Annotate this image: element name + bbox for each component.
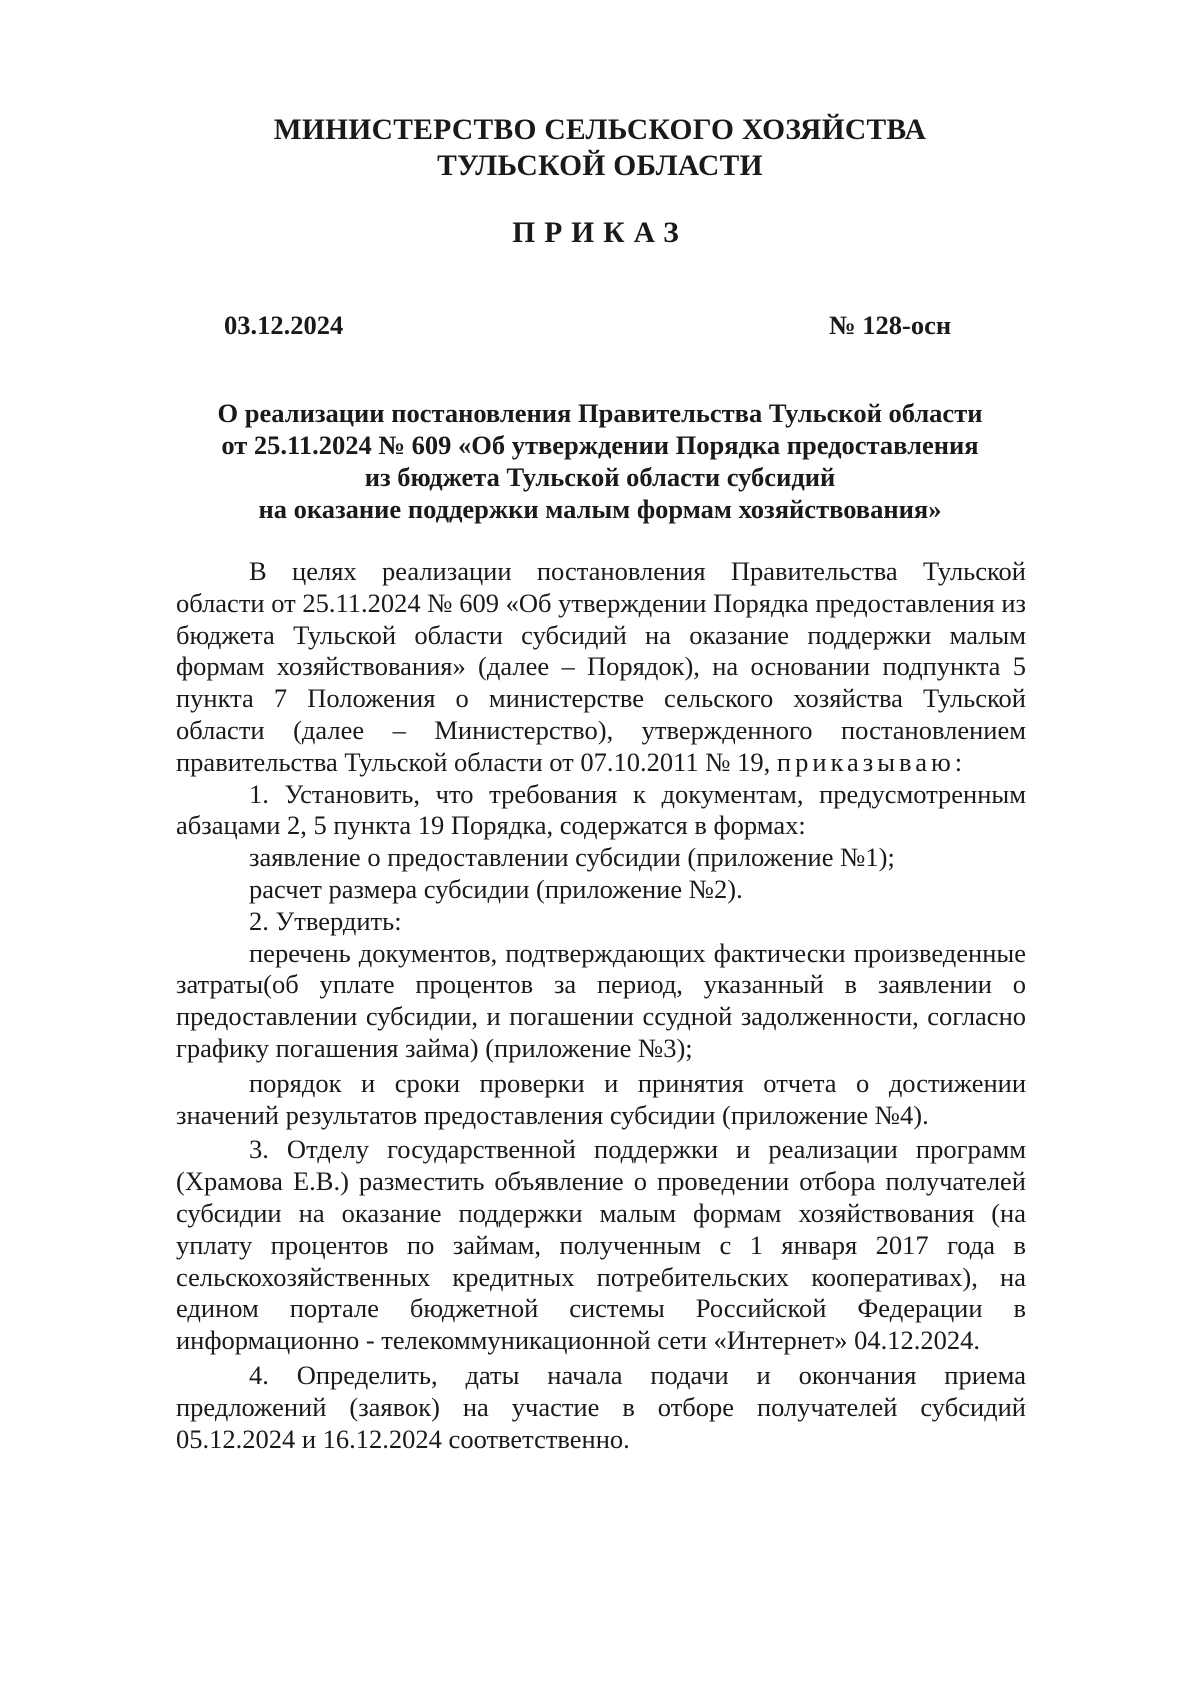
order-date: 03.12.2024	[224, 310, 344, 340]
order-number: № 128-осн	[829, 310, 952, 340]
ministry-name-line1: МИНИСТЕРСТВО СЕЛЬСКОГО ХОЗЯЙСТВА	[273, 114, 927, 146]
subject-line3: из бюджета Тульской области субсидий	[364, 462, 836, 492]
item-4: 4. Определить, даты начала подачи и окончания приема предложений (заявок) на участие в отборе получателей субсидий 05.12.2024 и 16.12.2024 соответственно.	[176, 1359, 1026, 1454]
item-1-form-b: расчет размера субсидии (приложение №2).	[249, 873, 743, 904]
ministry-name	[0, 112, 1200, 184]
subject-line2: от 25.11.2024 № 609 «Об утверждении Порядка предоставления	[221, 430, 979, 460]
preamble-paragraph	[176, 556, 1026, 779]
order-subject	[150, 397, 1050, 525]
item-3: 3. Отделу государственной поддержки и реализации программ (Храмова Е.В.) разместить объявление о проведении отбора получателей субсидии на оказание поддержки малым формам хозяйствования (на уплату процентов по займам, полученным с 1 января 2017 года в сельскохозяйственных кредитных потребительских кооперативах), на едином портале бюджетной системы Российской Федерации в информационно - телекоммуникационной сети «Интернет» 04.12.2024.	[176, 1134, 1026, 1356]
item-2-list-b: порядок и сроки проверки и принятия отчета о достижении значений результатов предоставления субсидии (приложение №4).	[176, 1067, 1026, 1130]
item-1-form-a: заявление о предоставлении субсидии (приложение №1);	[249, 842, 895, 873]
preamble-text: В целях реализации постановления Правительства Тульской области от 25.11.2024 № 609 «Об утверждении Порядка предоставления из бюджета Тульской области субсидий на оказание поддержки малым формам хозяйствования» (далее – Порядок), на основании подпункта 5 пункта 7 Положения о министерстве сельского хозяйства Тульской области (далее – Министерство), утвержденного постановлением правительства Тульской области от 07.10.2011 № 19,	[176, 556, 1026, 777]
document-type: ПРИКАЗ	[512, 217, 688, 249]
subject-line1: О реализации постановления Правительства Тульской области	[217, 398, 983, 428]
preamble-action: приказываю:	[776, 746, 967, 777]
item-1: 1. Установить, что требования к документам, предусмотренным абзацами 2, 5 пункта 19 Порядка, содержатся в формах:	[176, 778, 1026, 841]
order-body	[176, 556, 1026, 1455]
item-2: 2. Утвердить:	[249, 905, 402, 936]
ministry-name-line2: ТУЛЬСКОЙ ОБЛАСТИ	[437, 150, 763, 182]
subject-line4: на оказание поддержки малым формам хозяйствования»	[258, 494, 942, 524]
item-2-list-a: перечень документов, подтверждающих фактически произведенные затраты(об уплате процентов за период, указанный в заявлении о предоставлении субсидии, и погашении ссудной задолженности, согласно графику погашения займа) (приложение №3);	[176, 937, 1026, 1063]
